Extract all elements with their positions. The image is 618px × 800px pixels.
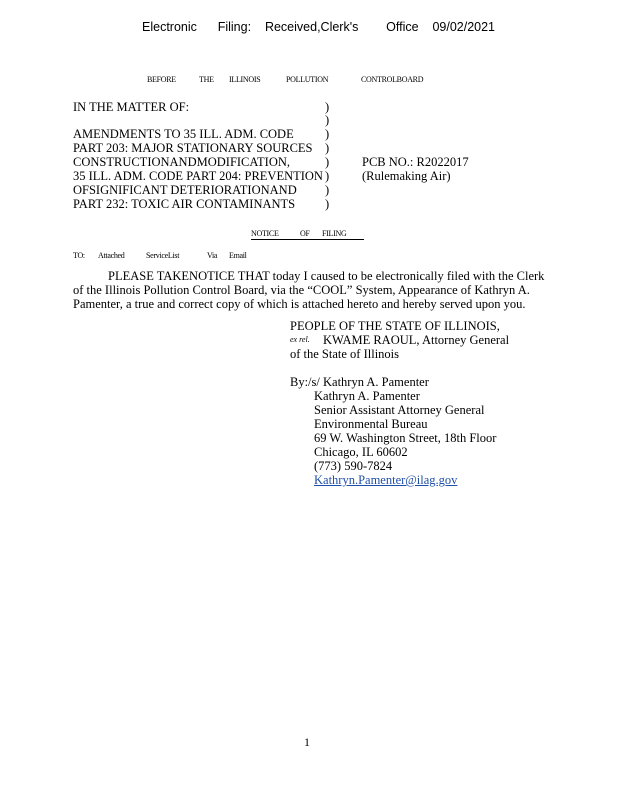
to-line-word: ServiceList — [146, 251, 180, 260]
caption-line: PART 232: TOXIC AIR CONTAMINANTS — [73, 197, 296, 211]
to-line-word: TO: — [73, 251, 85, 260]
caption-paren: ) — [325, 155, 330, 169]
caption-line: OFSIGNIFICANT DETERIORATIONAND — [73, 183, 297, 197]
caption-paren: ) — [325, 113, 330, 127]
caption-line: PART 203: MAJOR STATIONARY SOURCES — [73, 141, 313, 155]
to-line-word: Via — [207, 251, 218, 260]
board-heading-word: THE — [199, 75, 214, 84]
signer-title: Senior Assistant Attorney General — [314, 403, 485, 417]
caption-line: IN THE MATTER OF: — [73, 100, 190, 114]
page-number: 1 — [304, 735, 310, 749]
caption-paren: ) — [325, 100, 330, 114]
board-heading-word: POLLUTION — [286, 75, 329, 84]
signer-bureau: Environmental Bureau — [314, 417, 428, 431]
signature-by: By:/s/ Kathryn A. Pamenter — [290, 375, 429, 389]
body-line: PLEASE TAKENOTICE THAT today I caused to be electronically filed with the Clerk — [108, 269, 545, 283]
body-line: Pamenter, a true and correct copy of which is attached hereto and hereby served upon you. — [73, 297, 526, 311]
address-city: Chicago, IL 60602 — [314, 445, 408, 459]
body-line: of the Illinois Pollution Control Board, via the “COOL” System, Appearance of Kathryn A. — [73, 283, 530, 297]
email-link[interactable]: Kathryn.Pamenter@ilag.gov — [314, 473, 458, 487]
board-heading-word: BEFORE — [147, 75, 176, 84]
notice-title-word: OF — [300, 229, 310, 238]
caption-paren: ) — [325, 169, 330, 183]
notice-title-word: NOTICE — [251, 229, 279, 238]
caption-line: CONSTRUCTIONANDMODIFICATION, — [73, 155, 291, 169]
signer-name: Kathryn A. Pamenter — [314, 389, 420, 403]
caption-line: 35 ILL. ADM. CODE PART 204: PREVENTION — [73, 169, 323, 183]
board-heading-word: CONTROLBOARD — [361, 75, 424, 84]
board-heading-word: ILLINOIS — [229, 75, 261, 84]
caption-paren: ) — [325, 183, 330, 197]
notice-title-underline — [251, 239, 364, 240]
to-line-word: Email — [229, 251, 247, 260]
address-street: 69 W. Washington Street, 18th Floor — [314, 431, 497, 445]
ex-rel: ex rel. — [290, 335, 310, 344]
caption-line: AMENDMENTS TO 35 ILL. ADM. CODE — [73, 127, 294, 141]
attorney-general-line: KWAME RAOUL, Attorney General — [323, 333, 510, 347]
phone-number: (773) 590-7824 — [314, 459, 393, 473]
to-line-word: Attached — [98, 251, 125, 260]
caption-paren: ) — [325, 197, 330, 211]
state-line: of the State of Illinois — [290, 347, 400, 361]
notice-title-word: FILING — [322, 229, 347, 238]
filing-stamp: Electronic Filing: Received,Clerk's Office 09/02/2021 — [142, 20, 496, 34]
pcb-number: PCB NO.: R2022017 — [362, 155, 469, 169]
rulemaking-type: (Rulemaking Air) — [362, 169, 451, 183]
caption-paren: ) — [325, 127, 330, 141]
caption-paren: ) — [325, 141, 330, 155]
signature-org: PEOPLE OF THE STATE OF ILLINOIS, — [290, 319, 500, 333]
